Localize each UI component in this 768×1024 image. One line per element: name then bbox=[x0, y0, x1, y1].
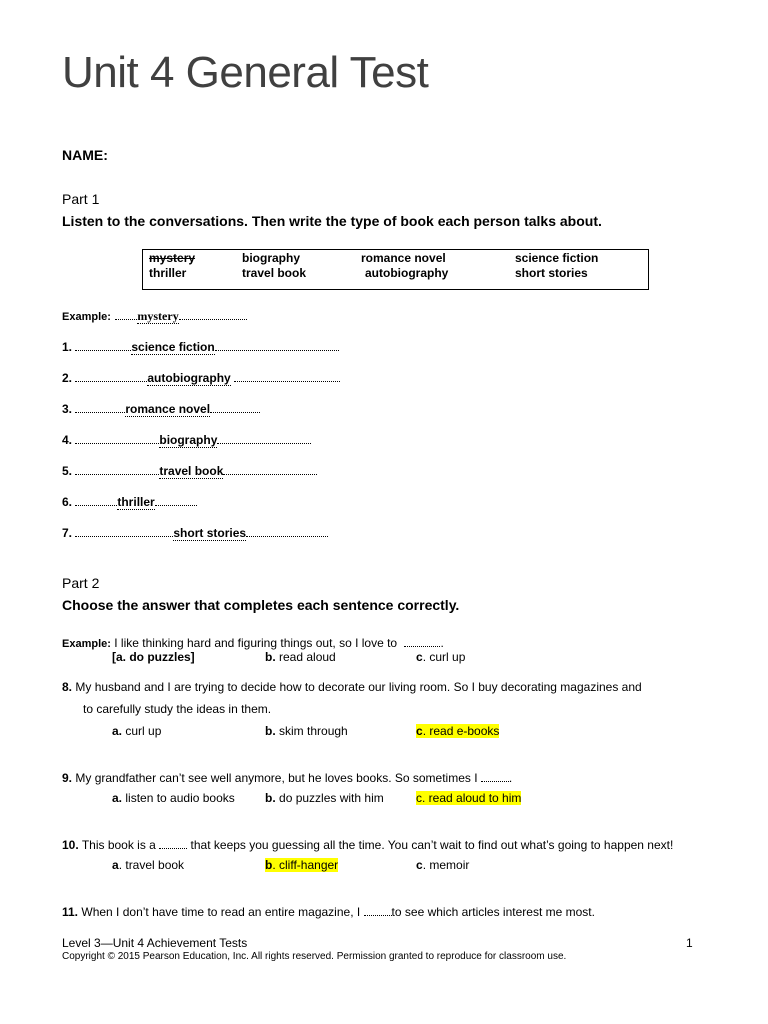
answer-line: 7. short stories bbox=[62, 524, 328, 540]
option-b-highlighted: b. cliff-hanger bbox=[265, 858, 339, 872]
part1-instruction: Listen to the conversations. Then write the type of book each person talks about. bbox=[62, 213, 602, 229]
question-11: 11. When I don’t have time to read an entire magazine, I to see which articles interest me most. bbox=[62, 905, 595, 919]
footer-title: Level 3—Unit 4 Achievement Tests bbox=[62, 936, 248, 950]
answer-text: science fiction bbox=[131, 340, 215, 354]
part2-heading: Part 2 bbox=[62, 575, 100, 591]
answer-text: travel book bbox=[159, 464, 224, 478]
question-8: 8. My husband and I are trying to decide how to decorate our living room. So I buy decorating magazines and bbox=[62, 680, 642, 694]
page-number: 1 bbox=[686, 936, 693, 950]
option-c-highlighted: c. read e-books bbox=[416, 724, 500, 738]
example-label: Example bbox=[62, 311, 108, 323]
answer-text: biography bbox=[159, 433, 218, 447]
option-c: c. memoir bbox=[416, 858, 470, 872]
name-label: NAME: bbox=[62, 147, 108, 163]
footer-copyright: Copyright © 2015 Pearson Education, Inc. All rights reserved. Permission granted to reproduce for classroom use. bbox=[62, 951, 567, 962]
answer-line: 2. autobiography bbox=[62, 369, 340, 385]
answer-text: thriller bbox=[117, 495, 155, 509]
example-answer: mystery bbox=[137, 309, 179, 323]
option-c-highlighted: c. read aloud to him bbox=[416, 791, 522, 805]
option-b: b. skim through bbox=[265, 724, 348, 738]
question-8-cont: to carefully study the ideas in them. bbox=[83, 702, 272, 716]
part1-heading: Part 1 bbox=[62, 191, 100, 207]
word-box-item: short stories bbox=[515, 266, 588, 280]
option-a: a. curl up bbox=[112, 724, 162, 738]
word-box-item: mystery bbox=[149, 251, 196, 265]
answer-line: 4. biography bbox=[62, 431, 311, 447]
option-a: a. listen to audio books bbox=[112, 791, 235, 805]
part2-instruction: Choose the answer that completes each sentence correctly. bbox=[62, 597, 460, 613]
word-box-item: science fiction bbox=[515, 251, 599, 265]
question-10: 10. This book is a that keeps you guessing all the time. You can’t wait to find out what’s going to happen next! bbox=[62, 838, 674, 852]
option-a: a. travel book bbox=[112, 858, 185, 872]
word-box-item: biography bbox=[242, 251, 301, 265]
answer-text: short stories bbox=[173, 526, 247, 540]
answer-line: 1. science fiction bbox=[62, 338, 339, 354]
answer-text: romance novel bbox=[125, 402, 211, 416]
example-question: Example: I like thinking hard and figuring things out, so I love to . bbox=[62, 636, 444, 650]
answer-text: autobiography bbox=[147, 371, 231, 385]
word-box-item: travel book bbox=[242, 266, 307, 280]
answer-line: 3. romance novel bbox=[62, 400, 260, 416]
page-title: Unit 4 General Test bbox=[62, 48, 429, 97]
option-a: [a. do puzzles] bbox=[112, 650, 195, 664]
answer-line: 6. thriller bbox=[62, 493, 197, 509]
word-box-item: romance novel bbox=[361, 251, 446, 265]
answer-line: 5. travel book bbox=[62, 462, 317, 478]
question-9: 9. My grandfather can’t see well anymore, but he loves books. So sometimes I . bbox=[62, 771, 513, 785]
word-box-item: autobiography bbox=[365, 266, 449, 280]
option-b: b. read aloud bbox=[265, 650, 336, 664]
example-line: Example: mystery bbox=[62, 307, 247, 325]
word-box bbox=[142, 249, 649, 290]
option-b: b. do puzzles with him bbox=[265, 791, 384, 805]
word-box-item: thriller bbox=[149, 266, 187, 280]
option-c: c. curl up bbox=[416, 650, 466, 664]
